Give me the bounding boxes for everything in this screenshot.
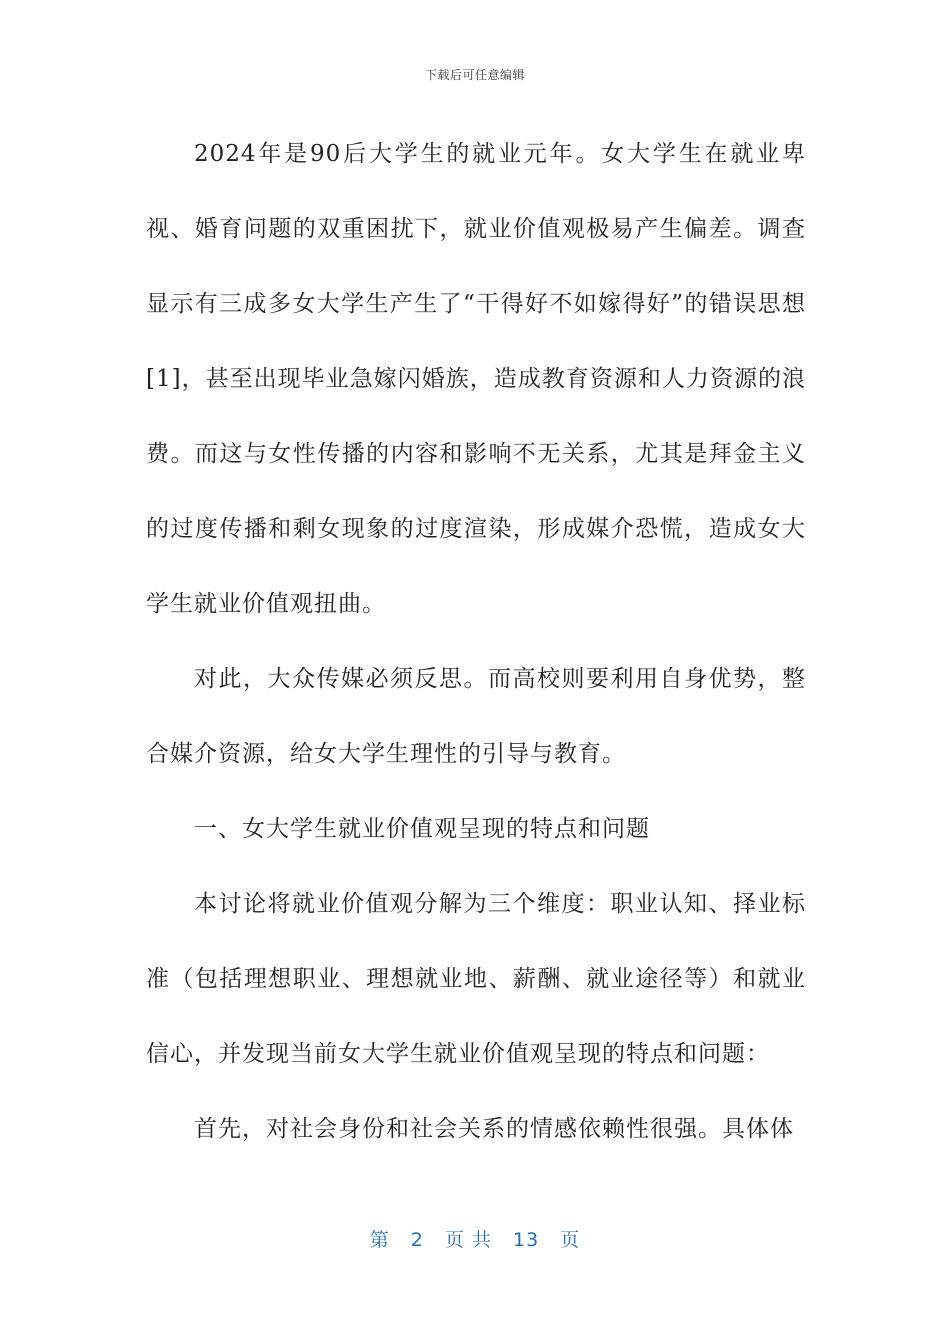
download-note: 下载后可任意编辑 — [424, 68, 525, 82]
footer-middle: 页 共 — [444, 1229, 492, 1251]
page-number-footer — [0, 1225, 950, 1252]
footer-suffix: 页 — [560, 1229, 581, 1251]
footer-prefix: 第 — [369, 1229, 390, 1251]
document-body — [146, 117, 806, 1167]
current-page-number: 2 — [410, 1229, 424, 1251]
section-heading: 一、女大学生就业价值观呈现的特点和问题 — [194, 816, 650, 842]
total-pages-number: 13 — [513, 1229, 540, 1251]
paragraph-first-point: 首先，对社会身份和社会关系的情感依赖性很强。具体体 — [194, 1116, 794, 1142]
paragraph-dimensions: 本讨论将就业价值观分解为三个维度：职业认知、择业标准（包括理想职业、理想就业地、薪酬、就业途径等）和就业信心，并发现当前女大学生就业价值观呈现的特点和问题： — [146, 891, 806, 1067]
paragraph-intro: 2024年是90后大学生的就业元年。女大学生在就业卑视、婚育问题的双重困扰下，就业价值观极易产生偏差。调查显示有三成多女大学生产生了“干得好不如嫁得好”的错误思想[1]，甚至出现毕业急嫁闪婚族，造成教育资源和人力资源的浪费。而这与女性传播的内容和影响不无关系，尤其是拜金主义的过度传播和剩女现象的过度渲染，形成媒介恐慌，造成女大学生就业价值观扭曲。 — [146, 141, 806, 617]
paragraph-reflection: 对此，大众传媒必须反思。而高校则要利用自身优势，整合媒介资源，给女大学生理性的引导与教育。 — [146, 666, 806, 767]
